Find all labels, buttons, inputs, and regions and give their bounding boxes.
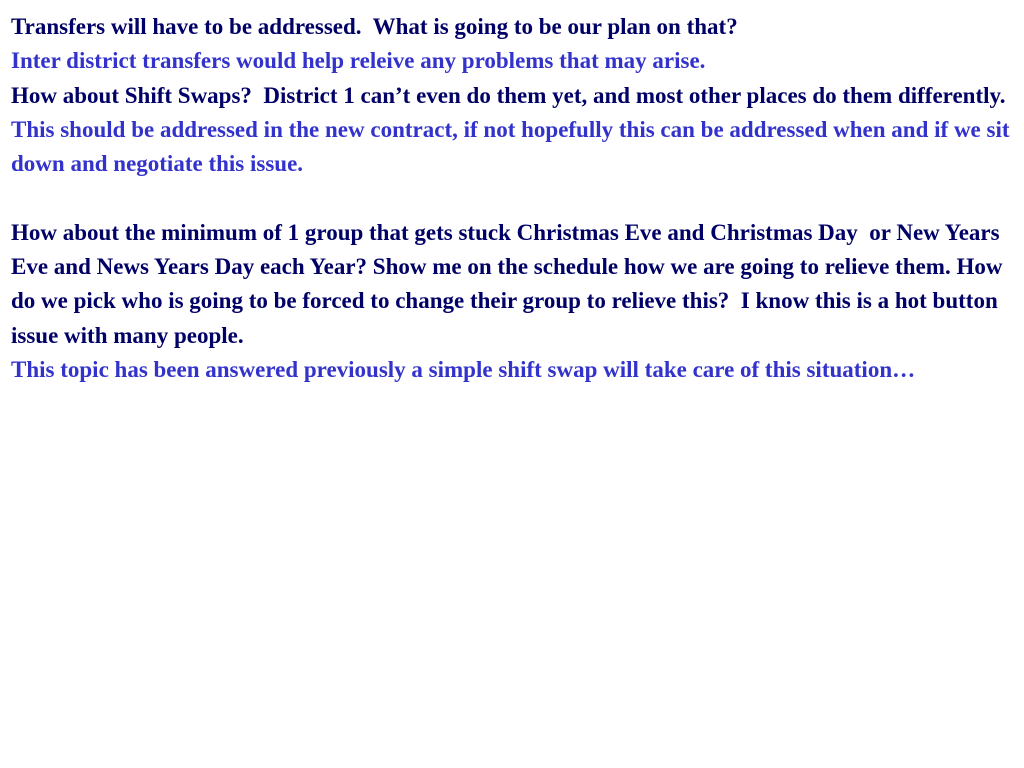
answer-transfers: Inter district transfers would help releive any problems that may arise. — [11, 48, 706, 74]
answer-shift-swaps: This should be addressed in the new contract, if not hopefully this can be addressed when and if we sit down and negotiate this issue. — [11, 116, 1016, 177]
question-transfers: Transfers will have to be addressed. What is going to be our plan on that? — [11, 14, 738, 39]
slide-body — [11, 10, 1016, 387]
question-holiday-groups: How about the minimum of 1 group that gets stuck Christmas Eve and Christmas Day or New Years Eve and News Years Day each Year? Show me on the schedule how we are going to relieve them. How do we pick who is going to be forced to change their group to relieve this? I know this is a hot button issue with many people. — [11, 219, 1009, 348]
question-shift-swaps: How about Shift Swaps? District 1 can’t even do them yet, and most other places do them differently. — [11, 82, 1006, 108]
answer-holiday-groups: This topic has been answered previously a simple shift swap will take care of this situation… — [11, 356, 916, 382]
paragraph-spacer — [11, 181, 1011, 215]
